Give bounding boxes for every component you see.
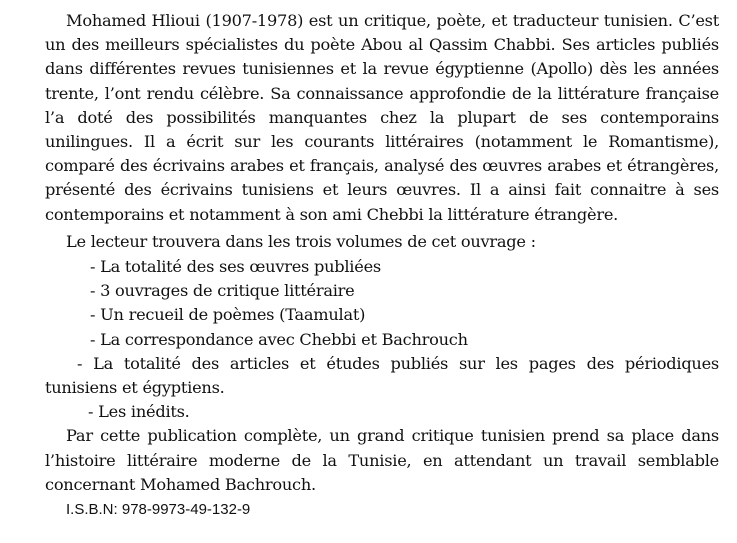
list-item: - La totalité des articles et études publiés sur les pages des périodiques tunisiens et égyptiens. xyxy=(45,353,719,398)
works-list xyxy=(45,255,719,424)
list-item: - La correspondance avec Chebbi et Bachrouch xyxy=(90,329,468,349)
intro-paragraph: Mohamed Hlioui (1907-1978) est un critique, poète, et traducteur tunisien. C’est un des meilleurs spécialistes du poète Abou al Qassim Chabbi. Ses articles publiés dans différentes revues tunisiennes et la revue égyptienne (Apollo) dès les années trente, l’ont rendu célèbre. Sa connaissance approfondie de la littérature française l’a doté des possibilités manquantes chez la plupart de ses contemporains unilingues. Il a écrit sur les courants littéraires (notamment le Romantisme), comparé des écrivains arabes et français, analysé des œuvres arabes et étrangères, présenté des écrivains tunisiens et leurs œuvres. Il a ainsi fait connaitre à ses contemporains et notamment à son ami Chebbi la littérature étrangère. xyxy=(45,11,719,224)
isbn-line: I.S.B.N: 978-9973-49-132-9 xyxy=(66,501,251,519)
closing-paragraph: Par cette publication complète, un grand critique tunisien prend sa place dans l’histoire littéraire moderne de la Tunisie, en attendant un travail semblable concernant Mohamed Bachrouch. xyxy=(45,426,719,494)
list-item: - 3 ouvrages de critique littéraire xyxy=(90,281,355,301)
list-intro: Le lecteur trouvera dans les trois volumes de cet ouvrage : xyxy=(66,231,536,251)
list-item: - Les inédits. xyxy=(88,402,190,422)
document-page xyxy=(45,9,719,522)
list-item: - La totalité des ses œuvres publiées xyxy=(90,257,381,277)
list-item: - Un recueil de poèmes (Taamulat) xyxy=(90,305,366,325)
